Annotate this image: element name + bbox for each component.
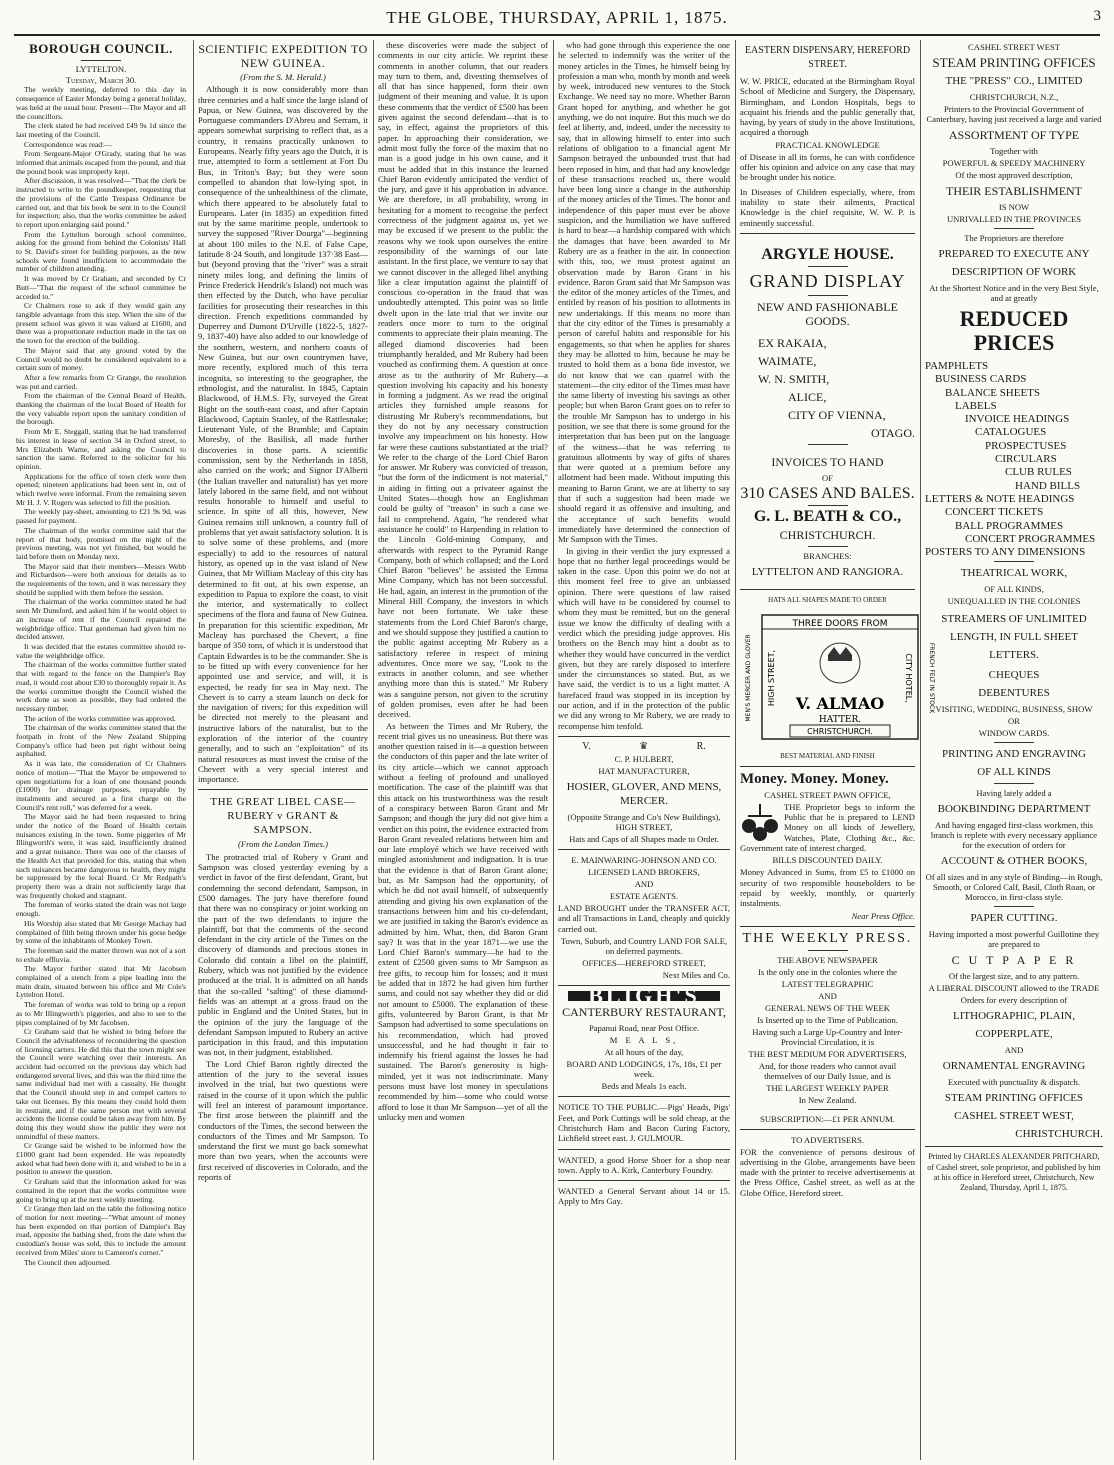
weekly-press: THE WEEKLY PRESS. bbox=[742, 930, 913, 946]
cases: 310 CASES AND BALES. bbox=[740, 484, 915, 502]
almao-city: CHRISTCHURCH. bbox=[807, 726, 873, 736]
column-divider bbox=[373, 40, 374, 1460]
is-now: IS NOW bbox=[998, 202, 1030, 212]
divider bbox=[994, 742, 1034, 743]
branches: BRANCHES: bbox=[803, 550, 852, 561]
side-text-right: CITY HOTEL, bbox=[904, 653, 913, 703]
divider bbox=[558, 1096, 730, 1097]
print-item: CLUB RULES bbox=[1005, 466, 1072, 479]
column-divider bbox=[553, 40, 554, 1460]
mainwaring-trade: LICENSED LAND BROKERS, bbox=[588, 867, 700, 878]
streamers: STREAMERS OF UNLIMITED LENGTH, IN FULL SHEET LETTERS. bbox=[941, 613, 1087, 662]
pawn-text-2: Money Advanced in Sums, from £5 to £1000 on security of two responsible householders to be repaid by weekly, monthly, or quarterly instalments. bbox=[740, 867, 915, 909]
debentures: DEBENTURES bbox=[978, 687, 1050, 700]
royal-crest-icon bbox=[820, 643, 860, 683]
to-advertisers: TO ADVERTISERS. bbox=[791, 1134, 864, 1145]
hatter-emblem bbox=[740, 613, 940, 743]
subscription: SUBSCRIPTION:—£1 PER ANNUM. bbox=[760, 1113, 895, 1124]
notice-pigs: NOTICE TO THE PUBLIC.—Pigs' Heads, Pigs' Feet, and Pork Cuttings will be sold cheap, at the Christchurch Ham and Bacon Curing Factory, Lichfield street east. J. GULMOUR. bbox=[558, 1102, 730, 1144]
ad-steam-printing bbox=[925, 42, 1103, 355]
paragraph: Cr Grange said he wished to be informed how the £1000 grant had been expended. He was repeatedly asked what had been done with it, and wished to be in a position to answer the question. bbox=[16, 1141, 186, 1177]
paragraph: who had gone through this experience the one he selected to indemnify was the writer of the money articles in the Times, he himself being by profession a man who, month by month and week by week, introduced new ventures to the Stock Exchange. We need say no more. Whether Baron Grant hoped for anything, and whether he got anything, we do not inquire. But this much we do feel at liberty, and, indeed, under the necessity to say, that in allowing himself to enter into such relations of obligation to a financial agent Mr Sampson betrayed the unbounded trust that had been reposed in him, and that had any knowledge of these transactions reached us, there would have been long since a change in the authorship of the money articles of the Times. The honor and independence of this paper must ever be above suspicion, and the humiliation we have suffered is hard to bear—a hardship compared with which the damages that have been awarded to Mr Rubery are as a feather in the air. In connection with this, too, we must protest against an observation made by Baron Grant in his evidence. Baron Grant said that Mr Sampson was the editor of the money articles of the Times, and entitled by reason of his position to allotments in new undertakings. If this means no more than that the city editor of the Times is presumably a person of careful habits and responsible for his engagements, so that when he applies for shares they may be allotted to him, because he may be trusted to hold them as a bona fide investor, we do not know that we can quarrel with the statement—the city editor of the Times must have the same liberty of investing his savings as other people; but when Baron Grant goes on to refer to the trouble Mr Sampson has to undergo in his position, we see that there is some ground for the interpretation that has been put on the language of the witness—that he was referring to gratuitous allotments by way of gifts of shares that were quoted at a premium before any allotment had been made. Without imputing this meaning to Baron Grant, we are at liberty to say that if such a suggestion had been made we should regard it as offensive and insulting, and the acceptance of such benefits would immediately have determined the connection of Mr Sampson with the Times. bbox=[558, 40, 730, 545]
print-item: PROSPECTUSES bbox=[985, 439, 1067, 452]
print-item: CIRCULARS bbox=[995, 453, 1057, 466]
article-heading-libel: THE GREAT LIBEL CASE—RUBERY v GRANT & SAMPSON. bbox=[210, 796, 356, 837]
dispensary-title: EASTERN DISPENSARY, HEREFORD STREET. bbox=[744, 45, 911, 70]
paragraph: The weekly meeting, deferred to this day in consequence of Easter Monday being a general holiday, was held at the usual hour. Present—The Mayor and all the councillors. bbox=[16, 85, 186, 121]
copperplate: COPPERPLATE, bbox=[975, 1028, 1053, 1041]
paragraph: Applications for the office of town clerk were then opened; nineteen applications had been sent in, out of which twelve were informal. From the remaining seven Mr H. J. V. Rogers was selected to fill the position. bbox=[16, 471, 186, 507]
paragraph: The Mayor said he had been requested to bring under the notice of the Board of Health certain nuisances existing in the town. Some piggeries of Mr Illingworth's were, it was said, insufficiently drained and a great nuisance. There was one of the clauses of the Health Act that provided for this, stating that when such nuisances became dangerous to health, they might be suppressed by the local Board. Cr Mr Redpath's property there was a drain not sufficiently large that was frequently choked and stagnant. bbox=[16, 812, 186, 900]
side-text-right-2: FRENCH FELT IN STOCK bbox=[928, 642, 935, 714]
print-item: BALANCE SHEETS bbox=[945, 386, 1041, 399]
dispensary-text-2: of Disease in all its forms, he can with confidence offer his opinion and advice on any case that may be brought under his notice. bbox=[740, 151, 915, 183]
cashel-top: CASHEL STREET WEST bbox=[968, 42, 1060, 52]
paragraph: The chairman of the works committee stated he had seen Mr Dunsford, and asked him if he would object to an increase of rent if the Council repaired the weighbridge office. That gentleman had given him no decided answer. bbox=[16, 597, 186, 642]
blighs-hours: At all hours of the day, bbox=[604, 1047, 684, 1058]
almao-hatter: HATTER. bbox=[818, 714, 862, 725]
only-one: Is the only one in the colonies where the bbox=[758, 966, 897, 977]
offices-2: Next Miles and Co. bbox=[662, 970, 730, 981]
press-co: THE "PRESS" CO., LIMITED bbox=[945, 75, 1083, 87]
masthead-rule bbox=[14, 34, 1100, 36]
paragraph: After discussion, it was resolved—"That the clerk be instructed to write to the poundkeeper, requesting that the provisions of the Cattle Trespass Ordinance be carried out, and that his book be sent in to the Council for inspection; also, that the works committee be asked to report upon enlarging said pound." bbox=[16, 176, 186, 229]
their-establishment: THEIR ESTABLISHMENT bbox=[945, 184, 1083, 198]
three-doors: THREE DOORS FROM bbox=[792, 618, 888, 629]
divider bbox=[994, 561, 1034, 562]
divider bbox=[740, 926, 915, 927]
article-body bbox=[198, 84, 368, 784]
print-item: CATALOGUES bbox=[975, 426, 1047, 439]
masthead bbox=[0, 8, 1114, 34]
column-advertisements bbox=[740, 40, 935, 1460]
ship-3: W. N. SMITH, bbox=[758, 371, 830, 386]
paragraph: From the Lyttelton borough school committee, asking for the ground from behind the Colonists' Hall to St. David's street for building purposes, as the new schools were found insufficient to accommodate the number of children attending. bbox=[16, 229, 186, 274]
best-material: BEST MATERIAL AND FINISH bbox=[780, 751, 875, 760]
ad-almao-hatter bbox=[740, 595, 935, 761]
paragraph: The Mayor further stated that Mr Jacobsen complained of a stench from a pipe leading into the main drain, situated between his office and Mr Cole's Lyttelton Hotel. bbox=[16, 964, 186, 1000]
divider bbox=[558, 736, 730, 737]
mainwaring-name: E. MAINWARING-JOHNSON AND CO. bbox=[571, 855, 717, 866]
column-printing-offices bbox=[925, 40, 1103, 1460]
and-word-2: AND bbox=[1004, 1045, 1024, 1056]
article-dateline: Tuesday, March 30. bbox=[65, 74, 137, 85]
paragraph: From Sergeant-Major O'Grady, stating that he was informed that animals escaped from the pound, and that the pound book was improperly kept. bbox=[16, 149, 186, 176]
hulbert-mark-left: V. bbox=[582, 740, 591, 752]
paragraph: these discoveries were made the subject of comments in our city article. We reprint these comments in another column, that our readers may turn to them, and, divesting themselves of all that has since happened, form their own judgment of their meaning and value. It is upon these comments that the verdict of £500 has been given against the second defendant—that is to say, in effect, against the proprietors of this paper. In approaching their consideration, we admit most fully the force of the maxim that no man is a good judge in his own cause, and it must be added that in this instance the learned Chief Baron evidently anticipated the verdict of the jury, and gave it his approbation in advance. We are therefore, in all probability, wrong in hesitating for a moment to recognise the perfect correctness of the judgment against us, yet we may be excused if we present to the public the reasons why we took upon ourselves the entire responsibility of the warnings of our late assistant. In the first place, we venture to say that we cannot discover in the alleged libel anything like a clear imputation against the plaintiff of conscious co-operation in the fraud that was undoubtedly attempted. This point was so little dwelt upon in the late trial that we invite our readers once more to turn to the original comments to appreciate their plain meaning. The alleged diamond discoveries had been triumphantly heralded, and Mr Rubery had been vouched as confirming them. A question at once arose as to the authority of Mr Rubery—a question involving his capacity and his honesty in forming a judgment. As we read the original articles they furnished ample reasons for distrusting Mr Rubery's recommendations, but they do not by any necessary construction involve any impeachment on his honesty. How far were these cautions substantiated at the trial? We refer to the charge of the Lord Chief Baron for answer. Mr Rubery was convicted of treason, "but the form of the indictment is not material," in aiding in fitting out a privateer against the United States—though how an Englishman could be guilty of "treason" in such a case we fail to comprehend. Again, "he rendered what assistance he could" to Harpending in relation to the Lincoln Gold-mining Company, and afterwards with respect to the Pyramid Range Company, both of which collapsed; and the Lord Chief Baron "believes" he assisted the Emma Mine Company, which has not been successful. He had, again, an interest in the promotion of the Mineral Hill Company, the investors in which have not been fortunate. We take these statements from the Lord Chief Baron's charge, and we should suppose they justified a caution to the public against accepting Mr Rubery as a satisfactory referee in respect of mining adventures. Once more we say, "Look to the extracts in another column, and see whether anything more than this is stated." Mr Rubery was a sanguine person, not given to the scrutiny of golden promises, even after he had been deceived. bbox=[378, 40, 548, 720]
sizes: Of all sizes and in any style of Binding—in Rough, Smooth, or Colored Calf, Basil, Cloth Roan, or Morocco, in first-class style. bbox=[925, 872, 1103, 903]
mainwaring-and: AND bbox=[634, 879, 654, 890]
divider bbox=[81, 60, 121, 61]
ornamental: ORNAMENTAL ENGRAVING bbox=[942, 1060, 1086, 1073]
paragraph: The protracted trial of Rubery v Grant and Sampson was closed yesterday evening by a verdict in favor of the first defendant, Grant, but condemning the second defendant, Sampson, in £500 damages. The jury have therefore found that there was no conspiracy or joint working on the part of the two defendants to injure the plaintiff, but that the comments of the second defendant in the city article of the Times on the discovery of diamonds and precious stones in Colorado did contain a libel on the plaintiff, Rubery, which was not justified by the evidence produced at the trial. It is admitted on all hands that the so-called "salting" of these diamond-fields was an attempt at a gross fraud on the public in England and the United States, but in the opinion of the jury the language of the defendant Sampson imputed to Rubery an active participation in this fraud, and this imputation was not, in their judgment, established. bbox=[198, 851, 368, 1058]
paragraph: The foreman of works was told to bring up a report as to Mr Illingworth's piggeries, and also to see to the pipes complained of by Mr Jacobsen. bbox=[16, 1000, 186, 1027]
money-title: Money. Money. Money. bbox=[740, 770, 889, 787]
print-item: BUSINESS CARDS bbox=[935, 373, 1027, 386]
ad-argyle-house bbox=[740, 245, 915, 579]
article-source: (From the S. M. Herald.) bbox=[240, 72, 326, 82]
of-all-kinds: OF ALL KINDS bbox=[977, 766, 1051, 779]
liberal-discount: A LIBERAL DISCOUNT allowed to the TRADE bbox=[928, 983, 1100, 994]
ad-weekly-press bbox=[740, 932, 915, 1124]
paragraph: Cr Chalmers rose to ask if they would gain any tangible advantage from this step. When the site of the present school was given it was valued at £1600, and there was a proportionate reduction made in the tax on the town for the erection of the building. bbox=[16, 301, 186, 346]
paragraph: Although it is now considerably more than three centuries and a half since the large island of Papua, or New Guinea, was discovered by the Portuguese commanders D'Abreu and Serram, it appears somewhat surprising to reflect that, as a country, it remains practically unknown to Europeans. Nearly fifty years ago the Dutch, it is true, attempted to form a settlement at Fort Du Bus, in Triton's Bay; but they were soon compelled to abandon that low-lying spot, in consequence of the unhealthiness of the climate, which there appeared to be absolutely fatal to Europeans. Later (in 1835) an expedition fitted out by the same maritime people, undertook to survey the supposed "River Dourga"—beginning at about 100 miles to the N.E. of False Cape, latitude 8·24 South, and longitude 137·38 East—but (beyond proving that the "river" was a strait ninety miles long, and defining the limits of Prince Frederick Hendrik's Island) not much was then effected by the Dutch, who have peculiar facilities for prosecuting their researches in this direction. French expeditions commanded by Duperrey and Dumont D'Urville (1822-5, 1827-9, 1837-40) have also added to our knowledge of the southern, western, and northern coasts of New Guinea, but our own countrymen have, more recently, explored much of this terra incognita, so interesting to the geographer, the ethnologist, and the naturalist. In 1845, Captain Blackwood, of H.M.S. Fly, surveyed the Great Bight on the south-east coast, and after Captain Blackwood, Captain Stanley, of the Rattlesnake; Lieutenant Yule, of the Bramble; and Captain Moresby, of the Basilisk, all made further discoveries in those parts. A scientific commission, sent by the Netherlands in 1858, also carried on the work; and Signor D'Alberti (the Italian traveller and naturalist) has yet more lately labored in the same field, and not without results honorable to himself and useful to science. In spite of all this, however, New Guinea remains still unknown, a country full of problems that yet await satisfactory solution. It is to solve some of these problems, and (more especially) to add to the resources of natural history, as opened up in the vast island of New Guinea, that Mr William Macleay of this city has determined to fit out, at his own expense, an expedition to Papua to explore the coast, to visit the interior, and systematically to collect specimens of the flora and fauna of New Guinea. In preparation for this scientific expedition, Mr Macleay has purchased the Chevert, a fine barque of 350 tons, of which it is understood that Captain Edwardes is to be the commander. She is to be fitted up with every convenience for her appointed use and service, and will, it is expected, be ready for sea in May next. The Chevert is to carry a steam launch on deck for the navigation of rivers; for this expedition will be directed not merely to the pleasant and instructive labors of the naturalist, but to the exploration of the interior of the country generally, and to such an "exploitation" of its natural resources as must invest the cruise of the Chevert with a very special interest and importance. bbox=[198, 84, 368, 785]
lately-added: Having lately added a bbox=[976, 788, 1052, 799]
bookbinding: BOOKBINDING DEPARTMENT bbox=[937, 803, 1091, 816]
dispensary-text-3: In Diseases of Children especially, where, from inability to state their ailments, Practical Knowledge is the chief requisite, W. W. P. is eminently successful. bbox=[740, 186, 915, 228]
latest-telegraphic: LATEST TELEGRAPHIC bbox=[781, 978, 874, 989]
branch-list: LYTTELTON AND RANGIORA. bbox=[751, 565, 904, 578]
paragraph: The clerk stated he had received £49 9s 1d since the last meeting of the Council. bbox=[16, 121, 186, 139]
steam-offices: STEAM PRINTING OFFICES bbox=[944, 1092, 1084, 1105]
best-medium: THE BEST MEDIUM FOR ADVERTISERS, bbox=[748, 1048, 907, 1059]
paragraph: As between the Times and Mr Rubery, the recent trial gives us no uneasiness. But there was another question raised in it—a question between the conductors of this paper and the late writer of its city article—which we cannot approach without a feeling of profound and unalloyed mortification. The case of the plaintiff was that this attack on his trustworthiness was the result of a conspiracy between Baron Grant and Mr Sampson; and though the jury did not give him a verdict on this point, the evidence extracted from Baron Grant revealed relations between him and our late employé which we have received with mingled astonishment and indignation. It is true that the evidence is that of Baron Grant alone; but, as Mr Sampson had the opportunity, of which he did not avail himself, of subsequently attending and giving his own explanation of the transactions between him and his co-defendant, we are justified in taking the Baron's evidence as admitted by him. What, then, did Baron Grant say? It was that in the year 1871—we use the Lord Chief Baron's summary—he had to the extent of £2500 given sums to Mr Sampson as free gifts, to recoup him for losses; and it must be added that in 1872 he had given him further sums, and could not say whether they did or did not amount to £5000. The explanation of these gifts, volunteered by Baron Grant, is that Mr Sampson had advertised to some speculations on his recommendation, which had proved unsuccessful, and he had thought it fair to indemnify his friend against the losses he had sustained. The Baron's generosity is high-minded, yet it was not indiscriminate. Many persons must have lost money in speculations recommended by him—some who could worse afford to lose it than Mr Sampson—yet of all the unlucky men and women bbox=[378, 720, 548, 1122]
blighs-sub: CANTERBURY RESTAURANT, bbox=[562, 1005, 726, 1020]
hulbert-address: (Opposite Strange and Co's New Buildings), HIGH STREET, bbox=[567, 812, 721, 833]
christchurch-nz: CHRISTCHURCH, N.Z., bbox=[969, 92, 1059, 102]
paragraph: Correspondence was read:— bbox=[24, 139, 112, 149]
divider bbox=[808, 295, 848, 296]
column-divider bbox=[735, 40, 736, 1460]
divider bbox=[808, 266, 848, 267]
print-item: HAND BILLS bbox=[1015, 479, 1081, 492]
argyle-title: ARGYLE HOUSE. bbox=[761, 245, 894, 263]
land-text: LAND BROUGHT under the TRANSFER ACT, and all Transactions in Land, cheaply and quickly carried out. bbox=[558, 903, 730, 934]
hulbert-hats: Hats and Caps of all Shapes made to Order. bbox=[569, 834, 719, 845]
divider bbox=[740, 589, 915, 590]
divider bbox=[198, 789, 368, 790]
paragraph: The chairman of the works committee stated that the footpath in front of the New Zealand Shipping Company's office had been put right without being asphalted. bbox=[16, 723, 186, 759]
ad-blighs bbox=[558, 983, 730, 1092]
paragraph: From Mr E. Steggall, stating that he had transferred his interest in lease of section 34 in Oxford street, to Mrs Elizabeth Warne, and asking the Council to sanction the same. Referred to the solicitor for his opinion. bbox=[16, 427, 186, 471]
paragraph: After a few remarks from Cr Grange, the resolution was put and carried. bbox=[16, 372, 186, 391]
divider bbox=[808, 444, 848, 445]
blighs-title: BLIGH'S bbox=[568, 991, 720, 1001]
print-item: CONCERT PROGRAMMES bbox=[965, 532, 1096, 545]
grand-display: GRAND DISPLAY bbox=[749, 270, 906, 291]
masthead-title: THE GLOBE, THURSDAY, APRIL 1, 1875. bbox=[386, 8, 728, 27]
blighs-beds: Beds and Meals 1s each. bbox=[601, 1081, 687, 1092]
or-word: OR bbox=[1008, 716, 1020, 727]
paragraph: The foreman of works stated the drain was not large enough. bbox=[16, 900, 186, 919]
paragraph: In giving in their verdict the jury expressed a hope that no further legal proceedings would be taken in the case. Upon this point we do not at this moment feel free to give an unbiassed opinion. There were questions of law raised which will have to be considered by counsel to whom they must be remitted, but on the general issue we know the difficulty of dealing with a verdict which the presiding judge approves. His brothers on the Bench may hint a doubt as to whether they would have concurred in the verdict given, but they are rarely disposed to interfere under the circumstances so stated. But, as we have said, the verdict is to us a light matter. A barefaced fraud was stopped in its inception by our action, and if in the protection of the public we did any wrong to Mr Rubery, we are ready to recompense him tenfold. bbox=[558, 545, 730, 731]
almao-name: V. ALMAO bbox=[795, 693, 885, 713]
blighs-board: BOARD AND LODGINGS, 17s, 18s, £1 per week. bbox=[566, 1059, 722, 1080]
divider bbox=[994, 906, 1034, 907]
hulbert-name: C. P. HULBERT, bbox=[614, 754, 674, 765]
also-text: And, for those readers who cannot avail themselves of our Daily Issue, and is bbox=[758, 1060, 897, 1081]
divider bbox=[558, 849, 730, 850]
crown-icon bbox=[828, 647, 852, 661]
imprint: Printed by CHARLES ALEXANDER PRITCHARD, of Cashel street, sole proprietor, and published by him at his office in Hereford street, Christchurch, New Zealand, Thursday, April 1, 1875. bbox=[927, 1152, 1101, 1193]
shortest-notice: At the Shortest Notice and in the very Best Style, and at greatly bbox=[929, 283, 1099, 303]
paragraph: From the chairman of the Central Board of Health, thanking the chairman of the local Board of Health for the very valuable report upon the sanitary condition of the borough. bbox=[16, 391, 186, 427]
engaged: And having engaged first-class workmen, this branch is replete with every necessary appliance for the execution of orders for bbox=[930, 820, 1098, 851]
article-body bbox=[198, 852, 368, 1183]
ad-theatrical bbox=[925, 566, 1103, 1141]
advertisers-text: FOR the convenience of persons desirous of advertising in the Globe, arrangements have been made with the printer to receive advertisements at the Press Office, Cashel street, as well as at the Globe Office, Hereford street. bbox=[740, 1146, 915, 1198]
divider bbox=[808, 546, 848, 547]
blighs-meals: M E A L S, bbox=[609, 1035, 679, 1046]
dispensary-text: W. W. PRICE, educated at the Birmingham Royal School of Medicine and Surgery, the Dispensary, Birmingham, and London Hospitals, begs to acquaint his friends and the public generally that, having, by years of study in the above Institutions, acquired a thorough bbox=[740, 76, 915, 138]
offices: OFFICES—HEREFORD STREET, bbox=[582, 958, 706, 969]
ship-4: ALICE, bbox=[788, 389, 827, 404]
invoices: INVOICES TO HAND bbox=[771, 454, 884, 469]
inserted: Is Inserted up to the Time of Publication. bbox=[757, 1014, 898, 1025]
printers-to: Printers to the Provincial Government of Canterbury, having just received a large and varied bbox=[926, 104, 1102, 124]
column-borough-council bbox=[16, 40, 186, 1460]
ad-hulbert bbox=[558, 742, 730, 844]
paragraph: The chairman of the works committee said that the report of that body, promised on the night of the previous meeting, was not yet finished, but would be laid before them on Monday next. bbox=[16, 525, 186, 561]
paragraph: The Mayor said that any ground voted by the Council would no doubt be considered equivalent to a certain sum of money. bbox=[16, 345, 186, 373]
powerful: POWERFUL & SPEEDY MACHINERY bbox=[942, 158, 1086, 168]
new-goods: NEW AND FASHIONABLE GOODS. bbox=[757, 299, 898, 328]
print-item: PAMPHLETS bbox=[925, 360, 989, 372]
column-libel-and-ads bbox=[558, 40, 730, 1460]
paragraph: Cr Grange then laid on the table the following notice of motion for next meeting—"What amount of money has been expended on that portion of Dampier's Bay road, opposite the bathing shed, from the date when the custodian's house was sold, this to include the amount received from Miles' store to Cameron's corner." bbox=[16, 1204, 186, 1257]
paragraph: As it was late, the consideration of Cr Chalmers notice of motion—"That the Mayor be empowered to open negotiations for a loan of one thousand pounds (£1000) for drainage purposes, repayable by instalments and secured as a first charge on the Council's rent roll," was deferred for a week. bbox=[16, 759, 186, 812]
most-approved: Of the most approved description, bbox=[955, 170, 1073, 180]
divider bbox=[994, 783, 1034, 784]
article-source: (From the London Times.) bbox=[238, 839, 328, 850]
paragraph: The foreman said the matter thrown was not of a sort to exhale effluvia. bbox=[16, 945, 186, 964]
divider bbox=[740, 233, 915, 234]
visiting: VISITING, WEDDING, BUSINESS, SHOW bbox=[935, 704, 1093, 715]
pawn-text: THE Proprietor begs to inform the Public that he is prepared to LEND Money on all kinds of Jewellery, Watches, Plate, Clothing &c., &c. Government rate of interest charged. bbox=[740, 801, 915, 854]
hulbert-mark-right: R. bbox=[696, 740, 706, 752]
pawn-office: CASHEL STREET PAWN OFFICE, bbox=[764, 789, 891, 800]
print-item: BALL PROGRAMMES bbox=[955, 519, 1064, 532]
executed: Executed with punctuality & dispatch. bbox=[948, 1077, 1080, 1088]
crown-icon: ♛ bbox=[639, 740, 649, 752]
wanted-horse-shoer: WANTED, a good Horse Shoer for a shop near town. Apply to A. Kirk, Canterbury Foundry. bbox=[558, 1154, 730, 1175]
unequalled: UNEQUALLED IN THE COLONIES bbox=[947, 596, 1081, 607]
column-new-guinea bbox=[198, 40, 368, 1460]
beath: G. L. BEATH & CO., bbox=[753, 507, 902, 525]
page-number: 3 bbox=[1093, 8, 1102, 24]
paragraph: The Council then adjourned. bbox=[24, 1257, 111, 1267]
window-cards: WINDOW CARDS. bbox=[978, 728, 1050, 739]
print-item: LETTERS & NOTE HEADINGS bbox=[925, 492, 1075, 505]
print-item: INVOICE HEADINGS bbox=[965, 413, 1070, 426]
ad-mainwaring bbox=[558, 855, 730, 980]
largest-size: Of the largest size, and to any pattern. bbox=[948, 971, 1080, 982]
blighs-address: Papanui Road, near Post Office. bbox=[588, 1023, 700, 1034]
large-circulation: Having such a Large Up-Country and Inter-Provincial Circulation, it is bbox=[752, 1026, 903, 1047]
ship-6: OTAGO. bbox=[870, 425, 915, 440]
and-word: AND bbox=[818, 990, 837, 1001]
bills-discounted: BILLS DISCOUNTED DAILY. bbox=[772, 855, 883, 866]
prepared: PREPARED TO EXECUTE ANY bbox=[938, 248, 1090, 260]
article-body bbox=[558, 40, 730, 731]
article-heading: BOROUGH COUNCIL. bbox=[29, 41, 173, 56]
divider bbox=[808, 950, 848, 951]
theatrical: THEATRICAL WORK, bbox=[960, 567, 1068, 580]
imported: Having imported a most powerful Guillotine they are prepared to bbox=[928, 929, 1100, 950]
assortment: ASSORTMENT OF TYPE bbox=[948, 128, 1080, 142]
general-news: GENERAL NEWS OF THE WEEK bbox=[765, 1002, 890, 1013]
orders: Orders for every description of bbox=[960, 995, 1068, 1006]
account-books: ACCOUNT & OTHER BOOKS, bbox=[940, 855, 1088, 868]
all-kinds: OF ALL KINDS, bbox=[984, 584, 1044, 595]
paragraph: It was moved by Cr Graham, and seconded by Cr Butt—"That the request of the school committee be acceded to." bbox=[16, 274, 186, 301]
ship-2: WAIMATE, bbox=[758, 353, 817, 368]
paragraph: The Mayor said that their members—Messrs Webb and Richardson—were both anxious for details as to the requirements of the town, and it was necessary they should be supplied with them before the session. bbox=[16, 561, 186, 597]
column-libel-continued bbox=[378, 40, 548, 1460]
invoices-of: OF bbox=[822, 472, 833, 483]
description-of-work: DESCRIPTION OF WORK bbox=[951, 266, 1077, 278]
together: Together with bbox=[990, 146, 1038, 156]
printing-engraving: PRINTING AND ENGRAVING bbox=[941, 748, 1087, 761]
cheques: CHEQUES bbox=[988, 669, 1040, 682]
divider bbox=[558, 1180, 730, 1181]
pawnbroker-balls-icon bbox=[740, 802, 780, 842]
unrivalled: UNRIVALLED IN THE PROVINCES bbox=[946, 214, 1082, 224]
paragraph: It was decided that the estates committee should re-value the weighbridge office. bbox=[16, 642, 186, 660]
wanted-servant: WANTED a General Servant about 14 or 15. Apply to Mrs Gay. bbox=[558, 1186, 730, 1207]
hats-all-shapes: HATS ALL SHAPES MADE TO ORDER bbox=[768, 595, 887, 604]
column-divider bbox=[920, 40, 921, 1460]
land-text-2: Town, Suburb, and Country LAND FOR SALE, on deferred payments. bbox=[560, 936, 728, 957]
christchurch-end: CHRISTCHURCH. bbox=[1015, 1128, 1103, 1141]
paragraph: Cr Graham said that he wished to bring before the Council the advisableness of reconsidering the question of licensing carters. He did this that the town might see the Council were watching over their interests. An accident had occurred on the previous day which had endangered several lives, and this was the third time the same individual had met with a casualty. He thought that the Council should step in and compel carters to take out licenses. By this means they could hold them in restraint, and if the same person met with several accidents the license could be taken away from him. By doing this they would show the public they were not unmindful of these matters. bbox=[16, 1027, 186, 1141]
divider bbox=[808, 1109, 848, 1110]
print-item: CONCERT TICKETS bbox=[945, 506, 1044, 519]
beath-city: CHRISTCHURCH. bbox=[779, 527, 876, 542]
above-paper: THE ABOVE NEWSPAPER bbox=[777, 954, 878, 965]
in-new-zealand: In New Zealand. bbox=[798, 1094, 857, 1105]
divider bbox=[740, 766, 915, 767]
paragraph: The weekly pay-sheet, amounting to £21 9s 9d, was passed for payment. bbox=[16, 507, 186, 526]
article-body bbox=[378, 40, 548, 1122]
divider bbox=[558, 1149, 730, 1150]
divider bbox=[740, 1129, 915, 1130]
largest-weekly: THE LARGEST WEEKLY PAPER bbox=[766, 1082, 889, 1093]
paragraph: The chairman of the works committee further stated that with regard to the fence on the Dampier's Bay road, it would cost about £30 to thoroughly repair it. As the works committee thought the Council wished the work done as soon as possible, they had ordered the necessary timber. bbox=[16, 660, 186, 713]
divider bbox=[925, 1146, 1103, 1147]
dispensary-pk: PRACTICAL KNOWLEDGE bbox=[775, 139, 880, 150]
print-items-list bbox=[925, 361, 1103, 557]
reduced-prices: REDUCED PRICES bbox=[959, 306, 1069, 355]
mainwaring-estate: ESTATE AGENTS. bbox=[609, 891, 679, 902]
ship-5: CITY OF VIENNA, bbox=[788, 407, 886, 422]
lithographic: LITHOGRAPHIC, PLAIN, bbox=[953, 1010, 1075, 1023]
ad-eastern-dispensary bbox=[740, 44, 915, 228]
print-item: POSTERS TO ANY DIMENSIONS bbox=[925, 546, 1086, 559]
article-heading: SCIENTIFIC EXPEDITION TO NEW GUINEA. bbox=[198, 42, 368, 70]
cut-paper: C U T P A P E R bbox=[951, 953, 1077, 968]
ad-pawn-office bbox=[740, 772, 915, 921]
paragraph: His Worship also stated that Mr George Mackay had complained of filth being thrown under his gorse hedge by some of the inhabitants of Monkey Town. bbox=[16, 918, 186, 946]
proprietors: The Proprietors are therefore bbox=[964, 233, 1064, 243]
steam-printing: STEAM PRINTING OFFICES bbox=[932, 55, 1096, 70]
paragraph: The Lord Chief Baron rightly directed the attention of the jury to the several issues involved in the trial, but two questions were raised in the course of it upon which the public will feel an interest of paramount importance. The first arose between the plaintiff and the conductors of the Times, the second between the conductors of the Times and Mr Sampson. To understand the first we must go back somewhat more than two years, when the accounts were first received of discoveries in Colorado, and the reports of bbox=[198, 1058, 368, 1182]
divider bbox=[994, 228, 1034, 229]
paper-cutting: PAPER CUTTING. bbox=[970, 912, 1058, 925]
cashel-west: CASHEL STREET WEST, bbox=[954, 1110, 1074, 1123]
hulbert-trade: HAT MANUFACTURER, bbox=[598, 766, 690, 777]
hulbert-hosier: HOSIER, GLOVER, AND MENS, MERCER. bbox=[566, 781, 722, 808]
divider bbox=[808, 505, 848, 506]
side-text-left: MEN'S MERCER AND GLOVER bbox=[745, 634, 752, 722]
print-item: LABELS bbox=[955, 399, 997, 412]
paragraph: The action of the works committee was approved. bbox=[24, 713, 176, 723]
article-place: LYTTELTON. bbox=[75, 64, 127, 74]
paragraph: Cr Graham said that the information asked for was contained in the report that the works committee were going to bring up at the next weekly meeting. bbox=[16, 1177, 186, 1204]
side-text-left-2: HIGH STREET, bbox=[767, 649, 776, 706]
column-divider bbox=[193, 40, 194, 1460]
ad-to-advertisers bbox=[740, 1135, 915, 1198]
article-body bbox=[16, 86, 186, 1267]
ship-1: EX RAKAIA, bbox=[758, 335, 827, 350]
near-press: Near Press Office. bbox=[851, 910, 915, 921]
